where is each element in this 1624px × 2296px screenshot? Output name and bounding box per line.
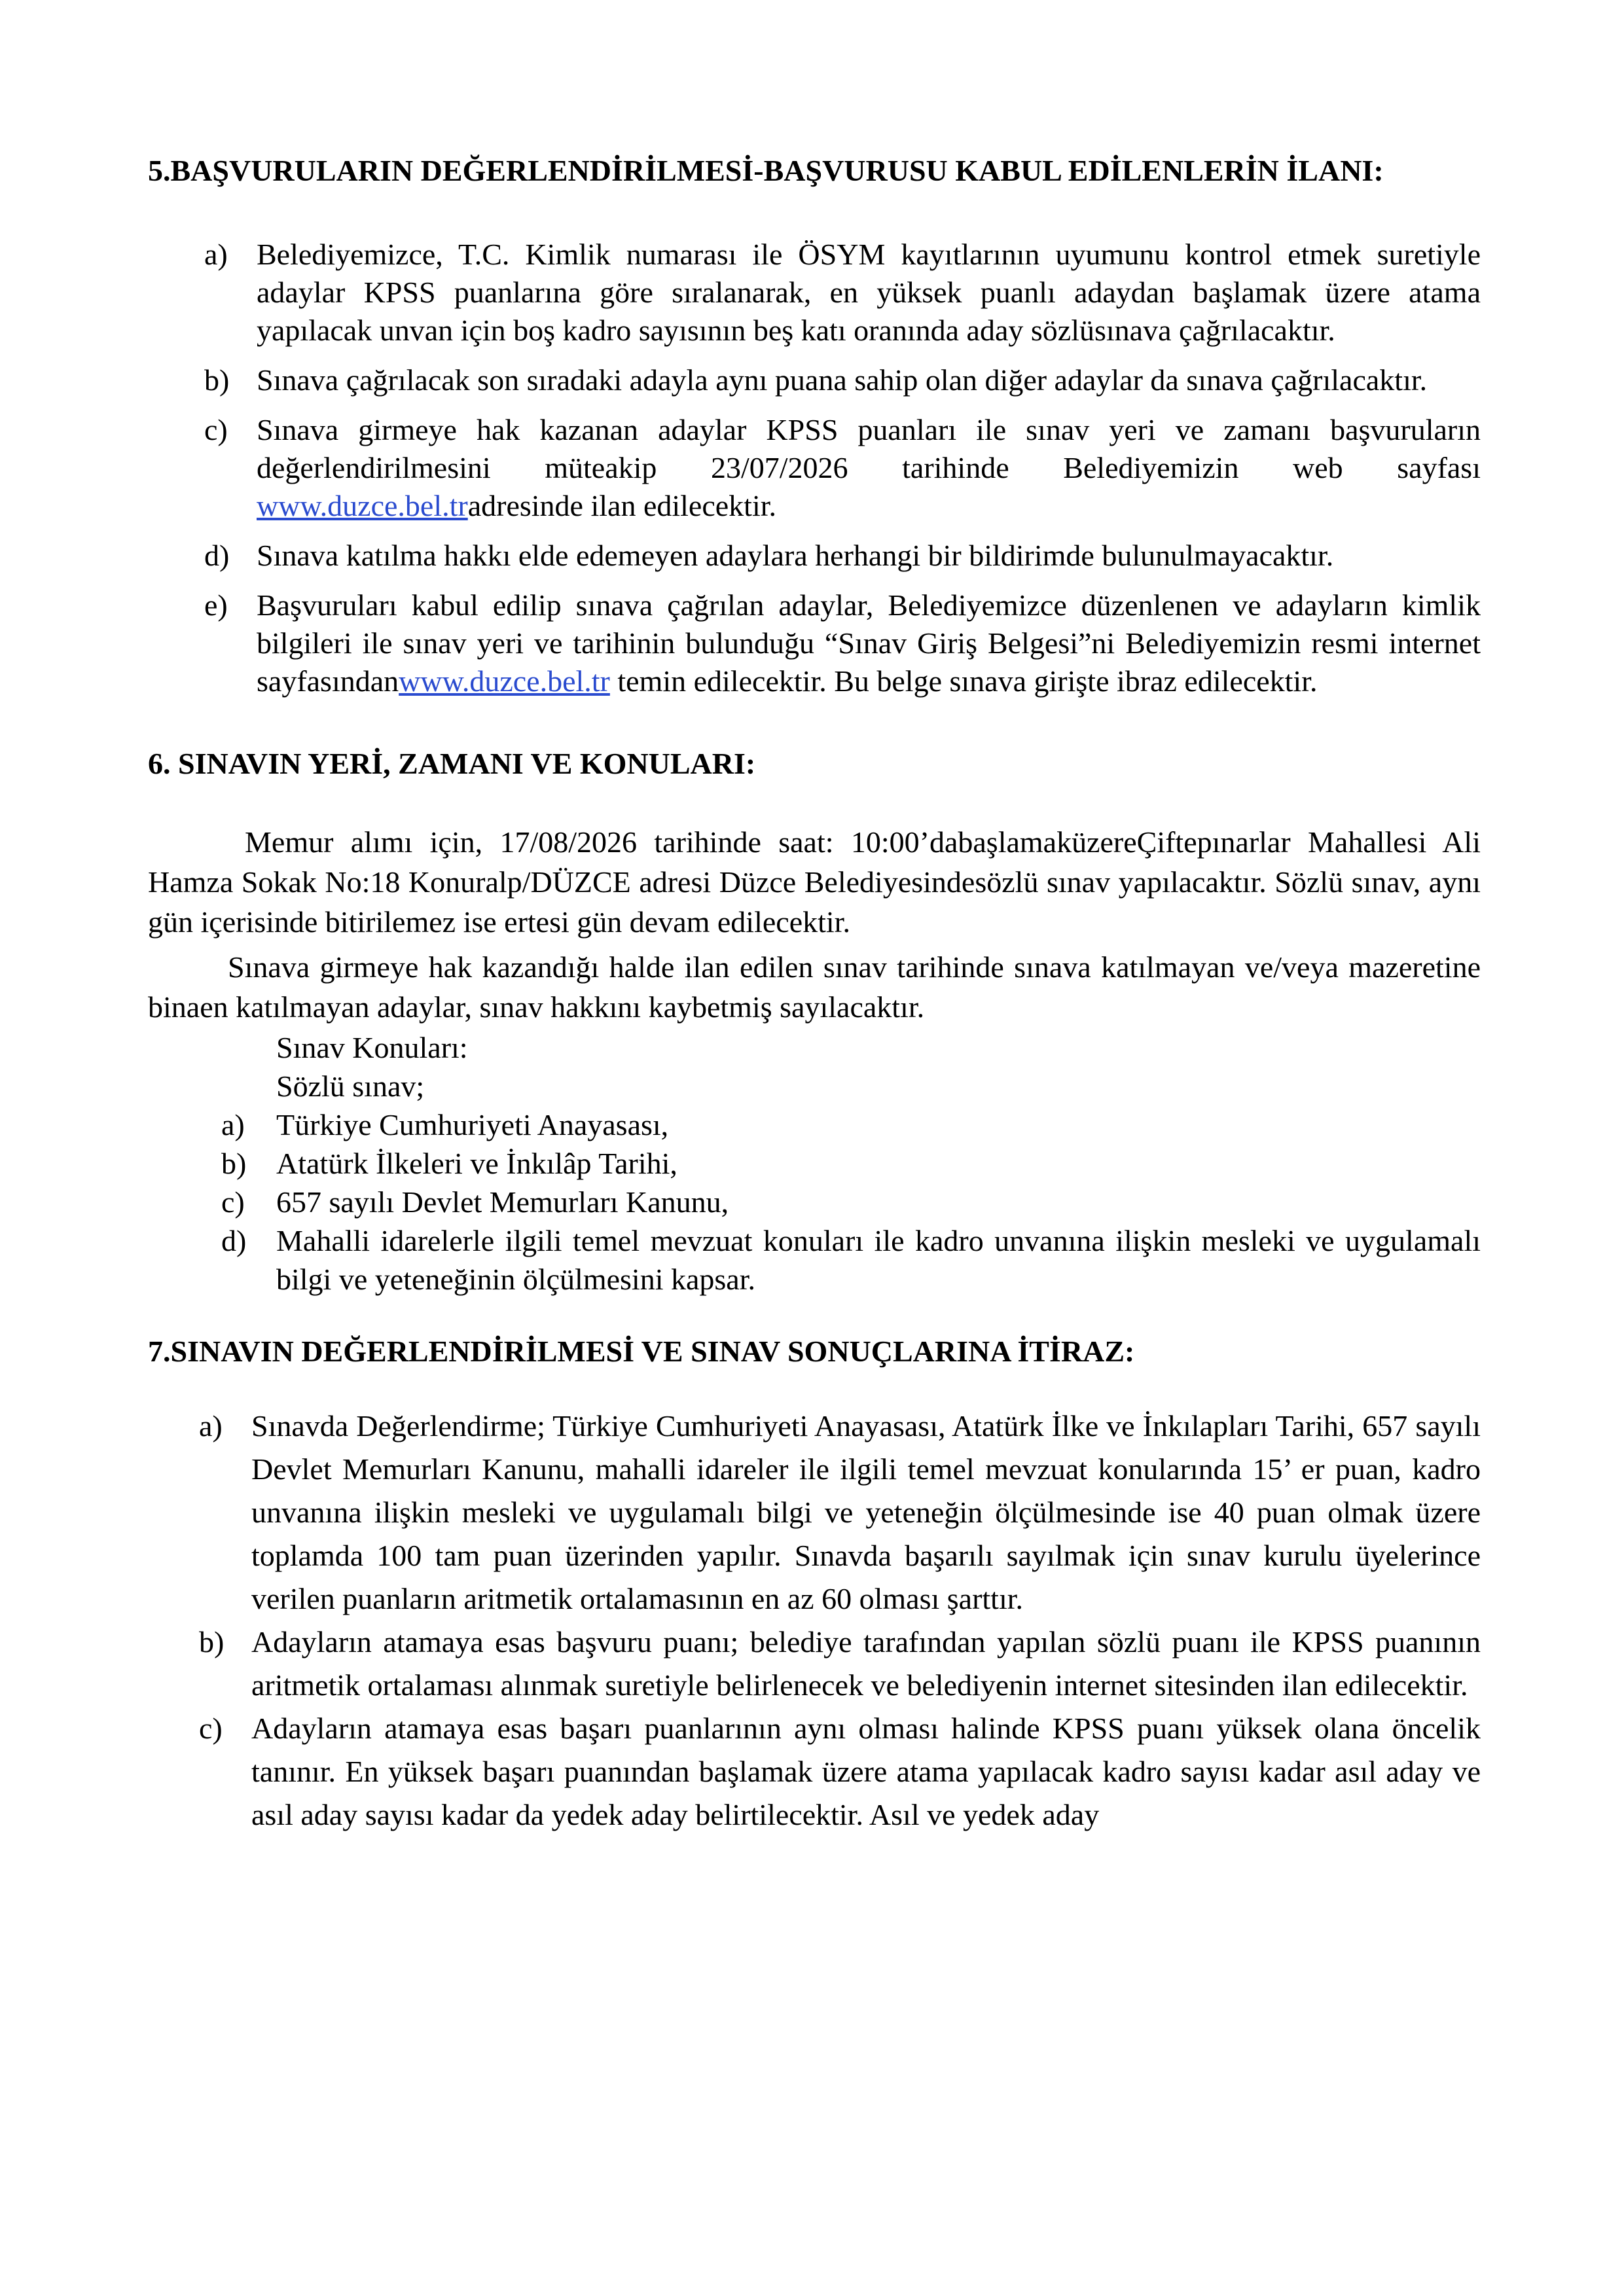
- document-page: [148, 152, 1481, 1837]
- section-6-list: [148, 1105, 1481, 1299]
- section-7-list: [148, 1405, 1481, 1837]
- list-item: b) Sınava çağrılacak son sıradaki adayla aynı puana sahip olan diğer adaylar da sınava çağrılacaktır.: [204, 363, 1428, 397]
- list-item: a) Sınavda Değerlendirme; Türkiye Cumhuriyeti Anayasası, Atatürk İlke ve İnkılapları Tarihi, 657 sayılı Devlet Memurları Kanunu, mahalli idareler ile ilgili temel mevzuat konularında 15’ er puan, kadro unvanına ilişkin mesleki ve uygulamalı bilgi ve yeteneğin ölçülmesinde ise 40 puan olmak üzere toplamda 100 tam puan üzerinden yapılır. Sınavda başarılı sayılmak için sınav kurulu üyelerince verilen puanların aritmetik ortalamasının en az 60 olması şarttır.: [199, 1409, 1481, 1615]
- list-item: c) Adayların atamaya esas başarı puanlarının aynı olması halinde KPSS puanı yüksek olana öncelik tanınır. En yüksek başarı puanından başlamak üzere atama yapılacak kadro sayısı kadar asıl aday ve asıl aday sayısı kadar da yedek aday belirtilecektir. Asıl ve yedek aday: [199, 1712, 1481, 1831]
- section-6-paragraph: Sınava girmeye hak kazandığı halde ilan edilen sınav tarihinde sınava katılmayan ve/veya mazeretine binaen katılmayan adaylar, sınav hakkını kaybetmiş sayılacaktır.: [148, 950, 1481, 1024]
- website-link[interactable]: www.duzce.bel.tr: [399, 664, 610, 698]
- section-5-heading: 5.BAŞVURULARIN DEĞERLENDİRİLMESİ-BAŞVURUSU KABUL EDİLENLERİN İLANI:: [148, 154, 1384, 187]
- oral-exam-label: Sözlü sınav;: [276, 1069, 425, 1103]
- list-item: c) Sınava girmeye hak kazanan adaylar KPSS puanları ile sınav yeri ve zamanı başvuruların değerlendirilmesini müteakip 23/07/2026 tarihinde Belediyemizin web sayfası www.duzce.bel.tradresinde ilan edilecektir.: [204, 413, 1481, 522]
- list-item: a) Türkiye Cumhuriyeti Anayasası,: [221, 1108, 669, 1141]
- list-item: b) Atatürk İlkeleri ve İnkılâp Tarihi,: [221, 1147, 677, 1180]
- list-item: a) Belediyemizce, T.C. Kimlik numarası ile ÖSYM kayıtlarının uyumunu kontrol etmek suretiyle adaylar KPSS puanlarına göre sıralanarak, en yüksek puanlı adaydan başlamak üzere atama yapılacak unvan için boş kadro sayısının beş katı oranında aday sözlüsınava çağrılacaktır.: [204, 238, 1481, 347]
- list-item: b) Adayların atamaya esas başvuru puanı; belediye tarafından yapılan sözlü puanı ile KPSS puanının aritmetik ortalaması alınmak suretiyle belirlenecek ve belediyenin internet sitesinden ilan edilecektir.: [199, 1625, 1481, 1702]
- list-item: d) Sınava katılma hakkı elde edemeyen adaylara herhangi bir bildirimde bulunulmayacaktır.: [204, 539, 1334, 572]
- list-item: e) Başvuruları kabul edilip sınava çağrılan adaylar, Belediyemizce düzenlenen ve adayların kimlik bilgileri ile sınav yeri ve tarihinin bulunduğu “Sınav Giriş Belgesi”ni Belediyemizin resmi internet sayfasındanwww.duzce.bel.tr temin edilecektir. Bu belge sınava girişte ibraz edilecektir.: [204, 588, 1481, 698]
- section-7-heading: 7.SINAVIN DEĞERLENDİRİLMESİ VE SINAV SONUÇLARINA İTİRAZ:: [148, 1335, 1135, 1368]
- section-6-paragraph: Memur alımı için, 17/08/2026 tarihinde saat: 10:00’dabaşlamaküzereÇiftepınarlar Mahallesi Ali Hamza Sokak No:18 Konuralp/DÜZCE adresi Düzce Belediyesindesözlü sınav yapılacaktır. Sözlü sınav, aynı gün içerisinde bitirilemez ise ertesi gün devam edilecektir.: [148, 825, 1481, 939]
- section-5-list: [148, 236, 1481, 700]
- exam-topics-label: Sınav Konuları:: [276, 1031, 468, 1064]
- section-6-heading: 6. SINAVIN YERİ, ZAMANI VE KONULARI:: [148, 747, 756, 780]
- list-item: c) 657 sayılı Devlet Memurları Kanunu,: [221, 1185, 729, 1219]
- website-link[interactable]: www.duzce.bel.tr: [257, 489, 468, 522]
- list-item: d) Mahalli idarelerle ilgili temel mevzuat konuları ile kadro unvanına ilişkin mesleki ve uygulamalı bilgi ve yeteneğinin ölçülmesini kapsar.: [221, 1224, 1481, 1296]
